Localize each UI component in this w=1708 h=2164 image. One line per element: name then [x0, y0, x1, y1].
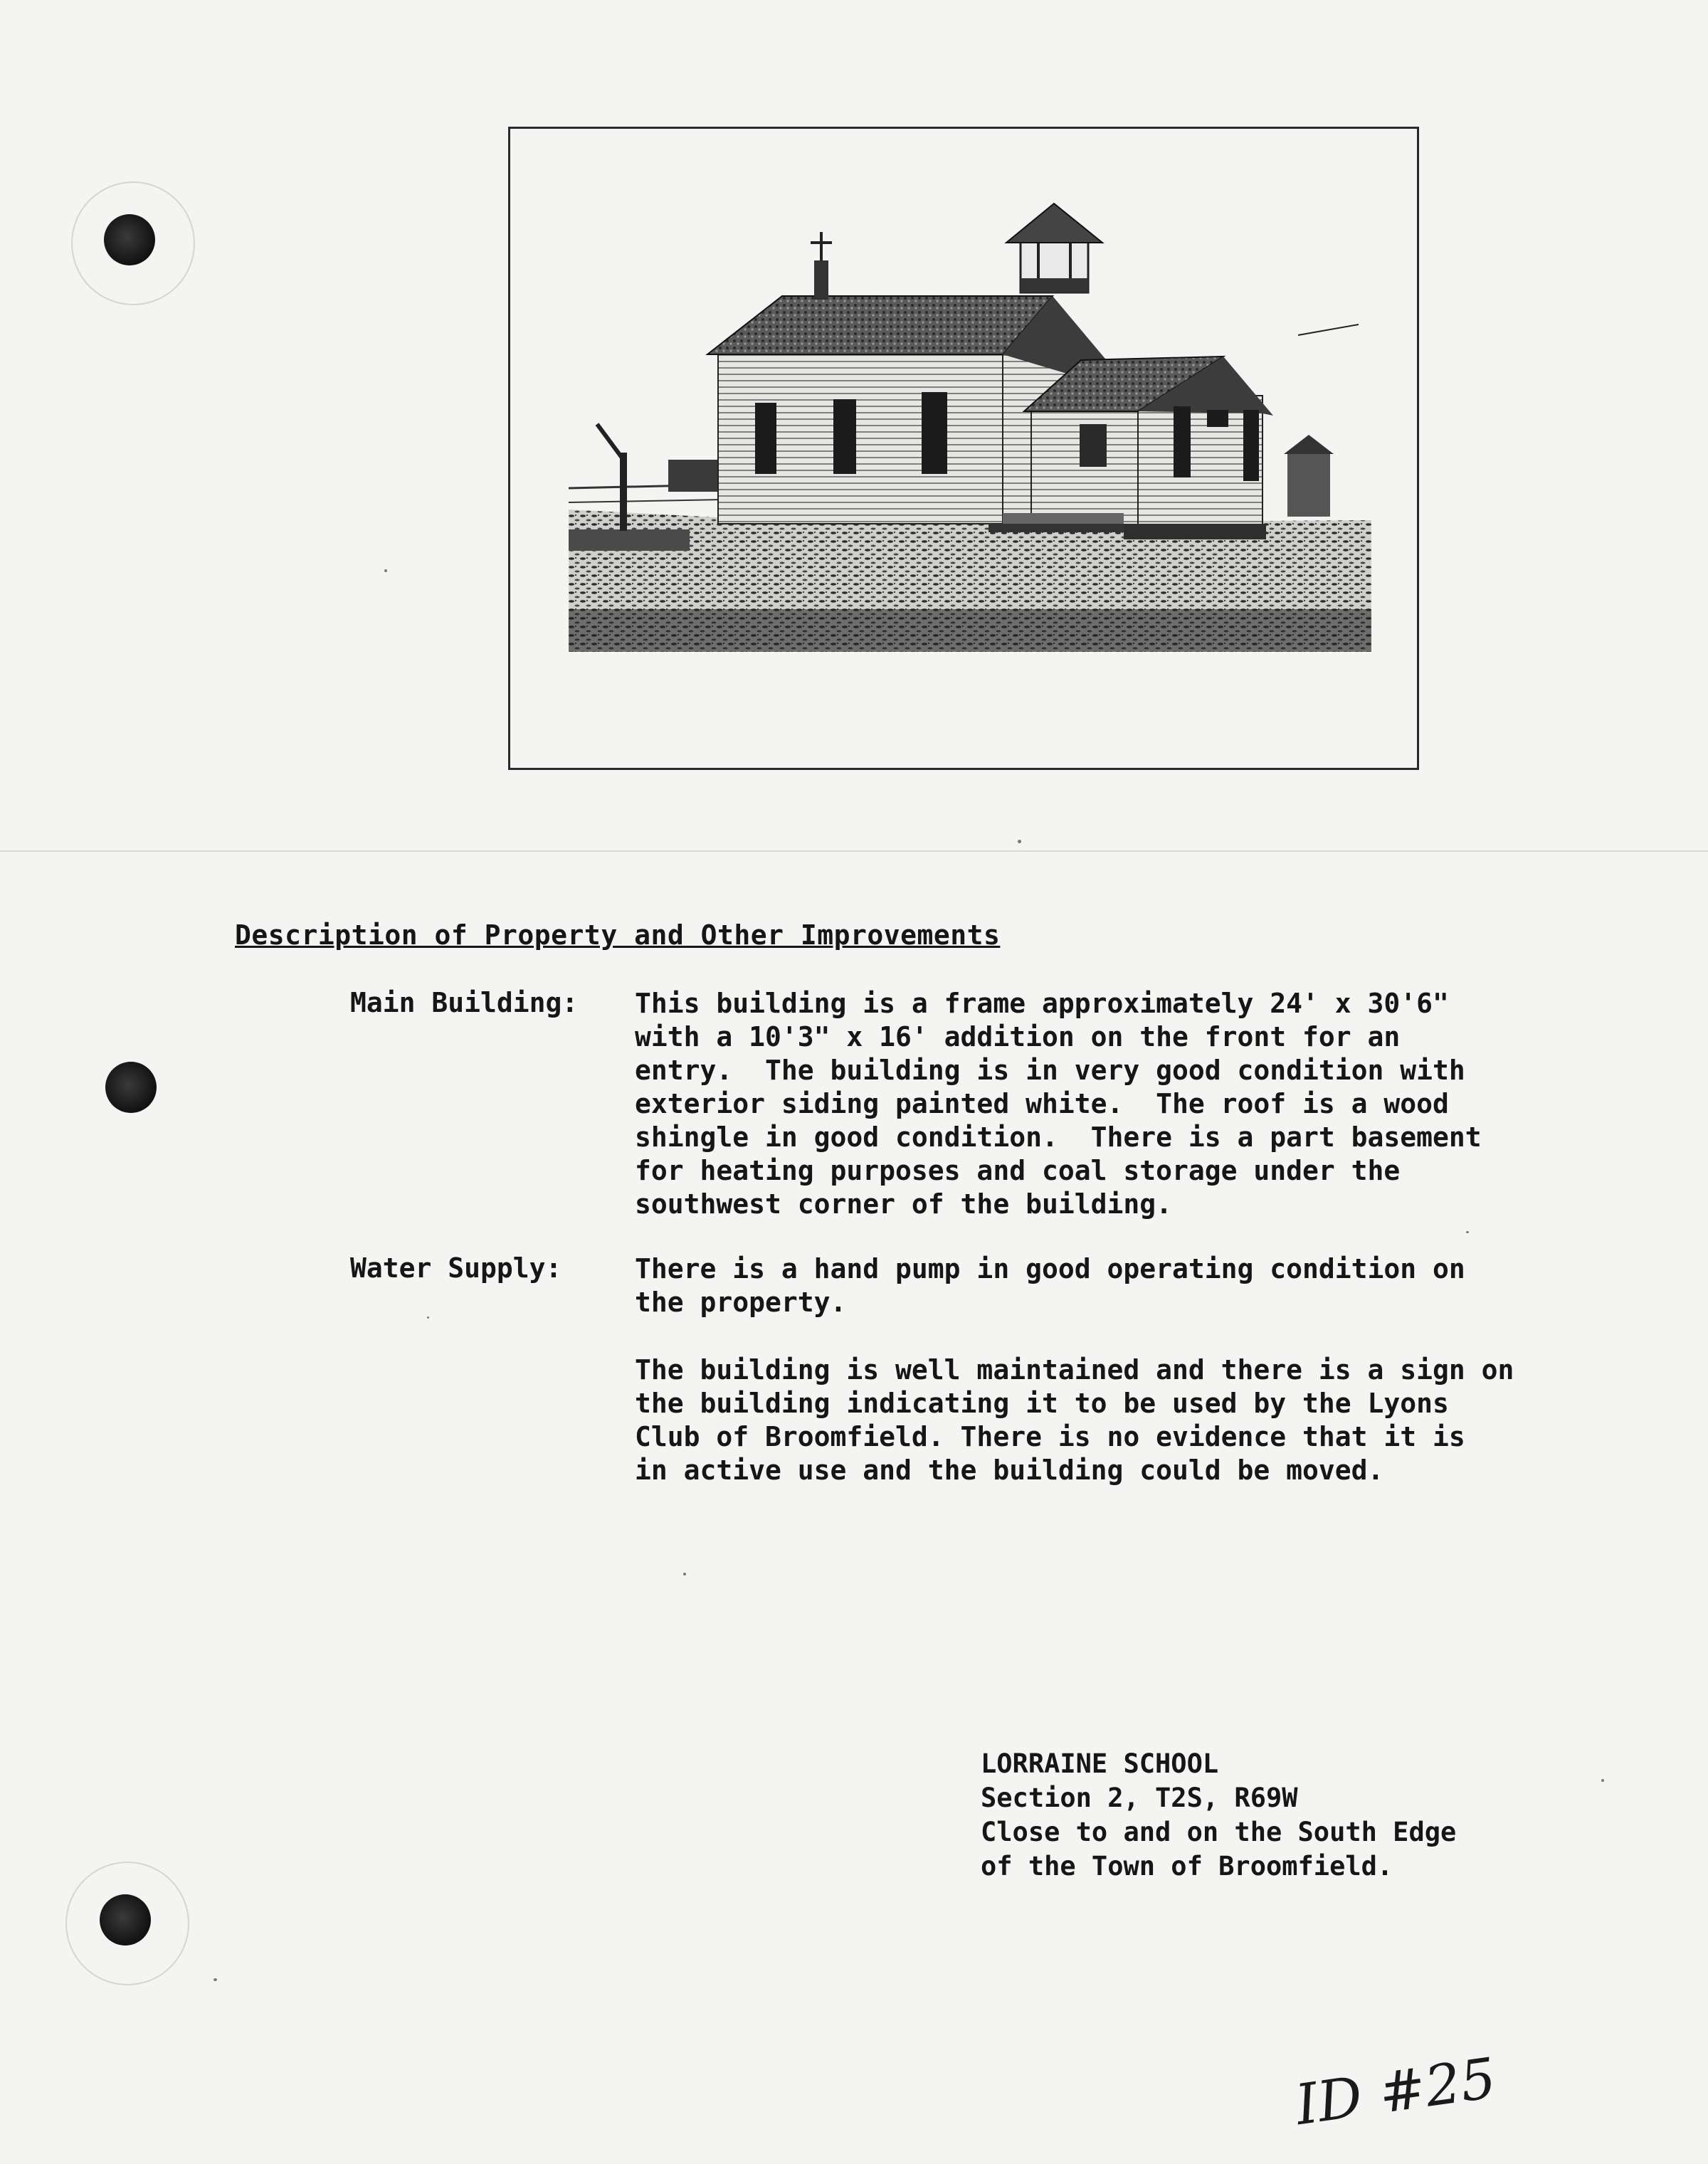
copy-speck	[683, 1573, 686, 1576]
remarks-line: the building indicating it to be used by the Lyons	[635, 1388, 1449, 1419]
main-building-description	[635, 987, 1560, 1221]
school-name: LORRAINE SCHOOL	[981, 1748, 1219, 1779]
copy-speck	[1466, 1231, 1469, 1233]
water-supply-description	[635, 1252, 1560, 1319]
punch-hole-middle	[105, 1062, 157, 1113]
legal-description: Section 2, T2S, R69W	[981, 1783, 1298, 1813]
remarks-paragraph	[635, 1353, 1560, 1487]
remarks-line: in active use and the building could be moved.	[635, 1455, 1384, 1486]
section-heading: Description of Property and Other Improvements	[235, 919, 1001, 951]
main-building-line: entry. The building is in very good condition with	[635, 1055, 1465, 1086]
remarks-line: The building is well maintained and there is a sign on	[635, 1354, 1514, 1386]
water-supply-label: Water Supply:	[350, 1252, 562, 1284]
punch-hole-top	[104, 214, 155, 265]
copy-speck	[1601, 1779, 1604, 1782]
schoolhouse-photo	[569, 189, 1371, 652]
handwritten-id-note: ID #25	[1292, 2046, 1500, 2138]
punch-hole-bottom	[100, 1894, 151, 1946]
main-building-line: for heating purposes and coal storage under the	[635, 1155, 1401, 1186]
location-line: Close to and on the South Edge	[981, 1817, 1457, 1847]
copy-speck	[1018, 840, 1021, 843]
main-building-line: southwest corner of the building.	[635, 1188, 1172, 1220]
main-building-line: shingle in good condition. There is a part basement	[635, 1121, 1482, 1153]
copy-speck	[427, 1316, 429, 1319]
water-supply-line: There is a hand pump in good operating condition on	[635, 1253, 1465, 1284]
location-line: of the Town of Broomfield.	[981, 1851, 1393, 1881]
main-building-line: exterior siding painted white. The roof is a wood	[635, 1088, 1449, 1119]
copy-speck	[384, 569, 387, 572]
copy-speck	[214, 1978, 217, 1981]
water-supply-line: the property.	[635, 1287, 847, 1318]
remarks-line: Club of Broomfield. There is no evidence that it is	[635, 1421, 1465, 1452]
main-building-label: Main Building:	[350, 987, 579, 1018]
location-block	[981, 1747, 1456, 1884]
main-building-line: with a 10'3" x 16' addition on the front for an	[635, 1021, 1401, 1052]
main-building-line: This building is a frame approximately 24' x 30'6"	[635, 988, 1449, 1019]
fold-line	[0, 850, 1708, 852]
photo-frame	[508, 127, 1419, 770]
